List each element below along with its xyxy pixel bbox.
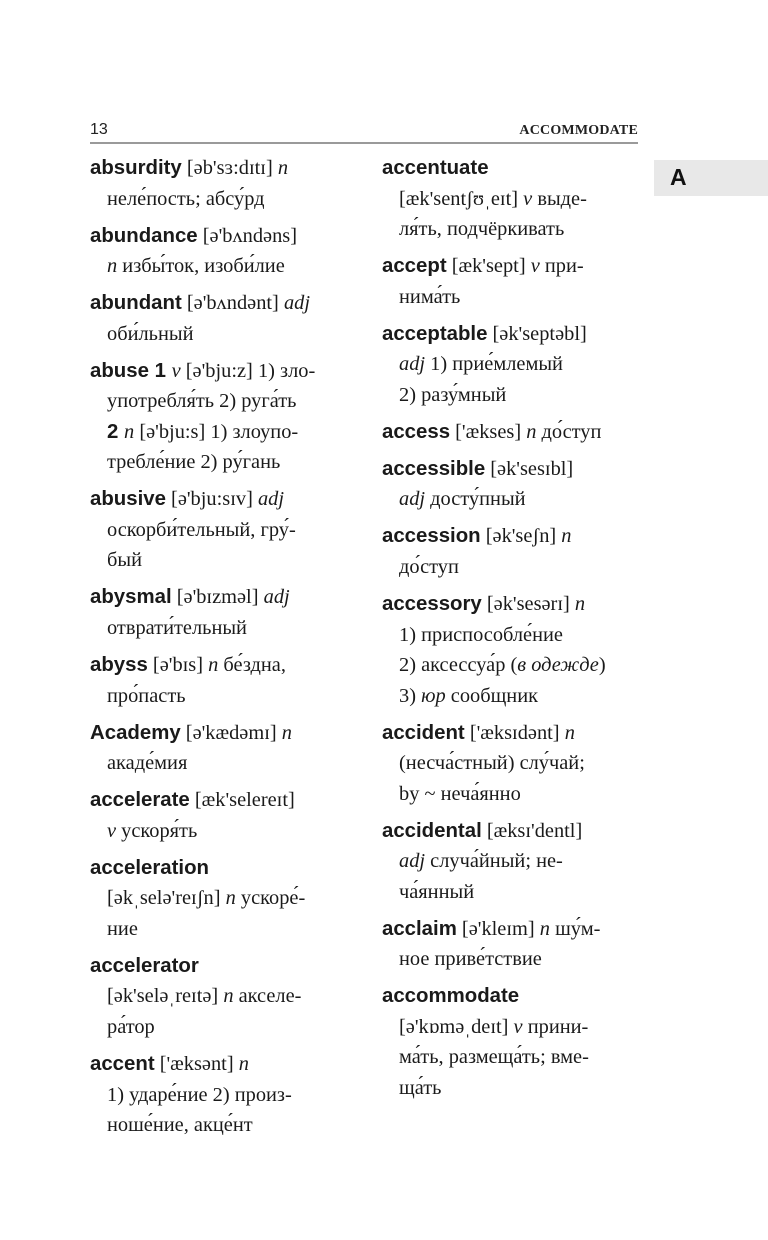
entry-line — [382, 319, 644, 350]
entry-text: [ə'bju:sɪv] — [165, 488, 258, 511]
entry-text: неле́пость; абсу́рд — [107, 187, 265, 210]
entry-line — [90, 221, 352, 252]
grammar-label: n — [281, 721, 292, 744]
entry-line — [382, 454, 644, 485]
entry-line — [90, 681, 352, 712]
right-column — [382, 153, 644, 1110]
entry-line — [382, 620, 644, 651]
headword: access — [382, 420, 451, 443]
dictionary-entry — [90, 484, 352, 576]
entry-text: ускоре́- — [235, 887, 306, 910]
entry-text: [ək'seləˌreɪtə] — [107, 985, 224, 1008]
headword: accessible — [382, 457, 486, 480]
grammar-label: v — [513, 1015, 523, 1038]
entry-line — [90, 356, 352, 387]
entry-text: бый — [107, 549, 142, 572]
headword: acceptable — [382, 322, 488, 345]
entry-text: 2) аксессуа́р ( — [399, 654, 518, 677]
entry-line — [90, 718, 352, 749]
entry-line — [90, 914, 352, 945]
entry-line — [90, 650, 352, 681]
grammar-label: adj — [263, 586, 290, 609]
headword: accident — [382, 721, 465, 744]
entry-text: 3) — [399, 684, 422, 707]
entry-line — [382, 748, 644, 779]
entry-text: про́пасть — [107, 684, 186, 707]
dictionary-entry — [382, 914, 644, 975]
headword: accentuate — [382, 157, 489, 179]
entry-line — [382, 214, 644, 245]
entry-line — [382, 779, 644, 810]
entry-line — [90, 515, 352, 546]
grammar-label: v — [171, 359, 181, 382]
dictionary-entry — [382, 816, 644, 908]
grammar-label: v — [107, 819, 117, 842]
entry-text: [ək'seʃn] — [480, 525, 562, 548]
entry-text: ускоря́ть — [116, 819, 198, 842]
entry-text: ['æksənt] — [154, 1053, 239, 1076]
entry-text: [ə'bju:s] 1) злоупо- — [134, 420, 299, 443]
dictionary-entry — [90, 153, 352, 214]
grammar-label: adj — [399, 353, 426, 376]
entry-text: [æksɪ'dentl] — [481, 819, 583, 842]
entry-line — [90, 853, 352, 884]
headword: Academy — [90, 721, 181, 744]
dictionary-entry — [382, 981, 644, 1103]
entry-line — [90, 1110, 352, 1141]
headword: acceleration — [90, 856, 210, 879]
entry-line — [382, 417, 644, 448]
headword: accommodate — [382, 985, 520, 1008]
entry-text: [əb'sɜ:dɪtɪ] — [181, 157, 278, 179]
dictionary-entry — [382, 417, 644, 448]
dictionary-entry — [382, 718, 644, 810]
headword: accelerate — [90, 789, 190, 812]
headword: accidental — [382, 819, 482, 842]
entry-text: до́ступ — [536, 420, 602, 443]
entry-line — [382, 1012, 644, 1043]
entry-line — [382, 380, 644, 411]
entry-text: до́ступ — [399, 555, 459, 578]
entry-line — [382, 650, 644, 681]
grammar-label: v — [523, 187, 533, 210]
headword: accept — [382, 255, 447, 278]
dictionary-entry — [90, 951, 352, 1043]
dictionary-entry — [90, 582, 352, 643]
entry-text: оскорби́тельный, гру́- — [107, 518, 296, 541]
entry-text: прини- — [522, 1015, 589, 1038]
entry-text: ра́тор — [107, 1015, 155, 1038]
entry-text: ное приве́тствие — [399, 948, 542, 971]
entry-line — [90, 319, 352, 350]
dictionary-entry — [382, 319, 644, 411]
entry-text: при- — [539, 255, 584, 278]
entry-line — [90, 785, 352, 816]
dictionary-entry — [382, 521, 644, 582]
entry-text: бе́здна, — [218, 654, 286, 677]
entry-text: [ə'bju:z] 1) зло- — [180, 359, 316, 382]
entry-text: ) — [598, 654, 606, 677]
grammar-label: n — [561, 525, 572, 548]
entry-line — [90, 417, 352, 448]
entry-line — [90, 251, 352, 282]
entry-text: 1) ударе́ние 2) произ- — [107, 1083, 292, 1106]
entry-text: избы́ток, изоби́лие — [117, 255, 285, 278]
entry-text: [ə'bʌndənt] — [181, 292, 284, 315]
entry-text: ща́ть — [399, 1076, 442, 1099]
headword: accession — [382, 525, 481, 548]
entry-text: (несча́стный) слу́чай; — [399, 752, 585, 775]
entry-text: ноше́ние, акце́нт — [107, 1114, 253, 1137]
entry-text: требле́ние 2) ру́гань — [107, 451, 281, 474]
entry-text: by ~ неча́янно — [399, 782, 521, 805]
headword: abundant — [90, 292, 182, 315]
dictionary-entry — [90, 221, 352, 282]
entry-text: выде- — [532, 187, 587, 210]
dictionary-entry — [382, 589, 644, 711]
dictionary-entry — [382, 153, 644, 245]
entry-text: 1) прие́млемый — [425, 353, 563, 376]
entry-line — [382, 552, 644, 583]
entry-line — [382, 914, 644, 945]
entry-line — [382, 816, 644, 847]
grammar-label: юр — [421, 684, 446, 707]
entry-line — [90, 951, 352, 982]
entry-text: 2) разу́мный — [399, 383, 507, 406]
entry-line — [90, 816, 352, 847]
grammar-label: n — [225, 887, 236, 910]
grammar-label: n — [124, 420, 135, 443]
grammar-label: n — [277, 157, 289, 179]
entry-text: отврати́тельный — [107, 616, 247, 639]
entry-text: ние — [107, 917, 138, 940]
entry-line — [382, 1042, 644, 1073]
entry-text: [ə'bɪs] — [147, 654, 209, 677]
entry-text: [ə'kædəmɪ] — [180, 721, 282, 744]
entry-text: ля́ть, подчёркивать — [399, 218, 565, 240]
entry-line — [90, 582, 352, 613]
section-letter: A — [670, 164, 687, 190]
entry-text: акселе- — [233, 985, 302, 1008]
grammar-label: adj — [283, 292, 311, 315]
grammar-label: n — [539, 917, 550, 940]
entry-line — [90, 613, 352, 644]
dictionary-entry — [382, 454, 644, 515]
entry-line — [90, 1012, 352, 1043]
entry-line — [90, 484, 352, 515]
grammar-label: n — [574, 593, 586, 616]
grammar-label: adj — [399, 488, 426, 511]
entry-line — [90, 1049, 352, 1080]
entry-line — [90, 386, 352, 417]
grammar-label: n — [238, 1053, 249, 1076]
entry-text: акаде́мия — [107, 752, 188, 775]
dictionary-entry — [382, 251, 644, 312]
headword: accelerator — [90, 954, 199, 977]
entry-line — [382, 184, 644, 215]
entry-line — [382, 589, 644, 620]
grammar-label: v — [530, 255, 540, 278]
dictionary-entry — [90, 785, 352, 846]
entry-text: ча́янный — [399, 880, 475, 903]
entry-text: 1) приспособле́ние — [399, 623, 563, 646]
grammar-label: adj — [399, 850, 426, 873]
grammar-label: n — [526, 420, 537, 443]
dictionary-entry — [90, 650, 352, 711]
entry-text: шу́м- — [549, 917, 601, 940]
entry-line — [90, 1080, 352, 1111]
entry-line — [382, 681, 644, 712]
entry-line — [90, 748, 352, 779]
entry-text: [æk'sentʃʊˌeɪt] — [399, 187, 524, 210]
entry-line — [382, 718, 644, 749]
entry-text: ['æksɪdənt] — [464, 721, 565, 744]
headword: accessory — [382, 593, 482, 616]
running-head: ACCOMMODATE — [519, 123, 638, 138]
grammar-label: n — [564, 721, 575, 744]
entry-text: [ə'bɪzməl] — [171, 586, 264, 609]
entry-text: [ə'kleɪm] — [456, 917, 540, 940]
grammar-label: в одежде — [517, 654, 599, 677]
entry-line — [382, 944, 644, 975]
entry-text: [ək'sesərɪ] — [481, 593, 575, 616]
entry-text: сообщник — [445, 684, 539, 707]
sense-number: 1 — [148, 359, 172, 382]
entry-text: [əkˌselə'reɪʃn] — [107, 887, 226, 910]
entry-line — [90, 288, 352, 319]
entry-text: [ək'sesɪbl] — [485, 457, 574, 480]
entry-text: случа́йный; не- — [425, 850, 563, 873]
dictionary-entry — [90, 1049, 352, 1141]
entry-line — [382, 349, 644, 380]
entry-line — [382, 981, 644, 1012]
entry-text: ['ækses] — [450, 420, 527, 443]
entry-line — [382, 153, 644, 184]
entry-text: оби́льный — [107, 322, 194, 345]
entry-text: [ək'septəbl] — [487, 322, 587, 345]
entry-line — [382, 1073, 644, 1104]
entry-line — [90, 981, 352, 1012]
headword: acclaim — [382, 917, 457, 940]
headword: abysmal — [90, 586, 172, 609]
headword: abusive — [90, 488, 166, 511]
entry-line — [90, 447, 352, 478]
dictionary-entry — [90, 288, 352, 349]
entry-line — [90, 545, 352, 576]
grammar-label: n — [208, 654, 219, 677]
entry-text: [ə'kɒməˌdeɪt] — [399, 1015, 514, 1038]
grammar-label: n — [223, 985, 234, 1008]
entry-text: досту́пный — [425, 488, 526, 511]
entry-text: [æk'selereɪt] — [189, 789, 295, 812]
grammar-label: n — [107, 255, 118, 278]
entry-line — [382, 846, 644, 877]
entry-line — [90, 153, 352, 184]
entry-line — [90, 883, 352, 914]
entry-text: [æk'sept] — [446, 255, 531, 278]
header-rule — [90, 142, 638, 144]
headword: accent — [90, 1053, 155, 1076]
headword: abuse — [90, 359, 149, 382]
headword: absurdity — [90, 157, 182, 179]
headword: abundance — [90, 224, 198, 247]
entry-text: нима́ть — [399, 285, 461, 308]
grammar-label: adj — [257, 488, 285, 511]
sense-number: 2 — [107, 420, 125, 443]
entry-line — [382, 484, 644, 515]
dictionary-entry — [90, 718, 352, 779]
entry-line — [382, 877, 644, 908]
left-column — [90, 153, 352, 1147]
headword: abyss — [90, 654, 148, 677]
entry-line — [382, 521, 644, 552]
entry-text: [ə'bʌndəns] — [197, 224, 298, 247]
entry-text: употребля́ть 2) руга́ть — [107, 390, 297, 413]
entry-line — [382, 251, 644, 282]
dictionary-entry — [90, 853, 352, 945]
entry-text: ма́ть, размеща́ть; вме- — [399, 1046, 589, 1069]
page-number: 13 — [90, 121, 108, 138]
dictionary-entry — [90, 356, 352, 478]
entry-line — [382, 282, 644, 313]
entry-line — [90, 184, 352, 215]
